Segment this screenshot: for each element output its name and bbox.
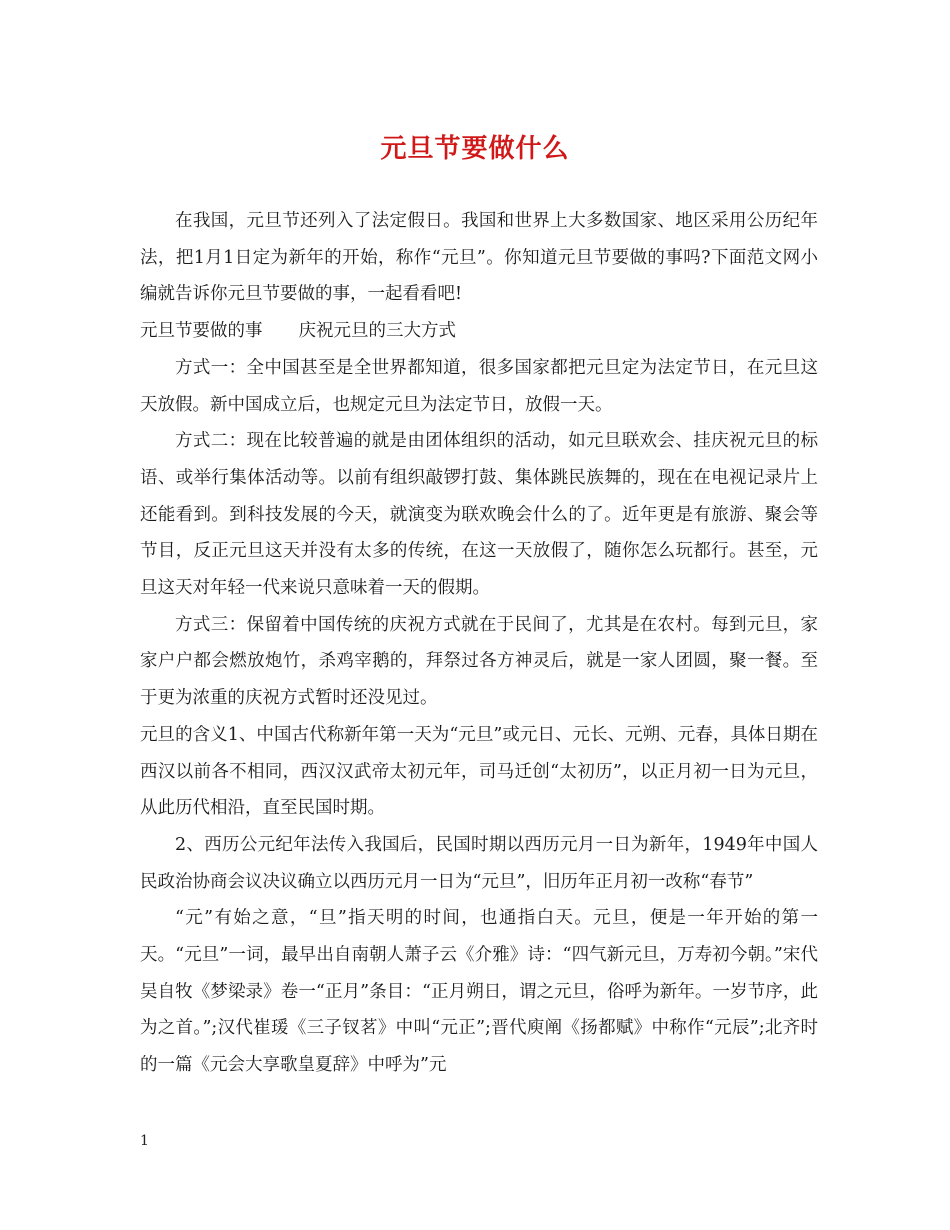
section-label: 元旦的含义 [140, 724, 228, 745]
method-paragraph-3: 方式三：保留着中国传统的庆祝方式就在于民间了，尤其是在农村。每到元旦，家家户户都会燃放炮竹，杀鸡宰鹅的，拜祭过各方神灵后，就是一家人团圆，聚一餐。至于更为浓重的庆祝方式暂时还没见过。 [140, 614, 818, 709]
meaning-paragraph-1 [140, 717, 818, 827]
document-body [140, 203, 818, 1084]
page-number: 1 [140, 1133, 149, 1149]
method-paragraph-1: 方式一：全中国甚至是全世界都知道，很多国家都把元旦定为法定节日，在元旦这天放假。新中国成立后，也规定元旦为法定节日，放假一天。 [140, 357, 818, 415]
section-heading: 庆祝元旦的三大方式 [298, 321, 456, 342]
meaning-paragraph-2: 2、西历公元纪年法传入我国后，民国时期以西历元月一日为新年，1949年中国人民政治协商会议决议确立以西历元月一日为“元旦”，旧历年正月初一改称“春节” [140, 834, 818, 892]
meaning-paragraph-3: “元”有始之意，“旦”指天明的时间，也通指白天。元旦，便是一年开始的第一天。“元旦”一词，最早出自南朝人萧子云《介雅》诗：“四气新元旦，万寿初今朝。”宋代吴自牧《梦梁录》卷一“正月”条目：“正月朔日，谓之元旦，俗呼为新年。一岁节序，此为之首。”;汉代崔瑗《三子钗茗》中叫“元正”;晋代庾阐《扬都赋》中称作“元辰”;北齐时的一篇《元会大享歌皇夏辞》中呼为”元 [140, 908, 818, 1076]
document-title: 元旦节要做什么 [380, 134, 570, 164]
intro-paragraph: 在我国，元旦节还列入了法定假日。我国和世界上大多数国家、地区采用公历纪年法，把1月1日定为新年的开始，称作“元旦”。你知道元旦节要做的事吗?下面范文网小编就告诉你元旦节要做的事，一起看看吧! [140, 211, 818, 305]
section-headline-1 [140, 313, 818, 350]
method-paragraph-2: 方式二：现在比较普遍的就是由团体组织的活动，如元旦联欢会、挂庆祝元旦的标语、或举行集体活动等。以前有组织敲锣打鼓、集体跳民族舞的，现在在电视记录片上还能看到。到科技发展的今天，就演变为联欢晚会什么的了。近年更是有旅游、聚会等节目，反正元旦这天并没有太多的传统，在这一天放假了，随你怎么玩都行。甚至，元旦这天对年轻一代来说只意味着一天的假期。 [140, 431, 818, 599]
meaning-text-1: 1、中国古代称新年第一天为“元旦”或元日、元长、元朔、元春，具体日期在西汉以前各不相同，西汉汉武帝太初元年，司马迁创“太初历”，以正月初一日为元旦，从此历代相沿，直至民国时期。 [140, 724, 819, 819]
section-label: 元旦节要做的事 [140, 321, 263, 342]
